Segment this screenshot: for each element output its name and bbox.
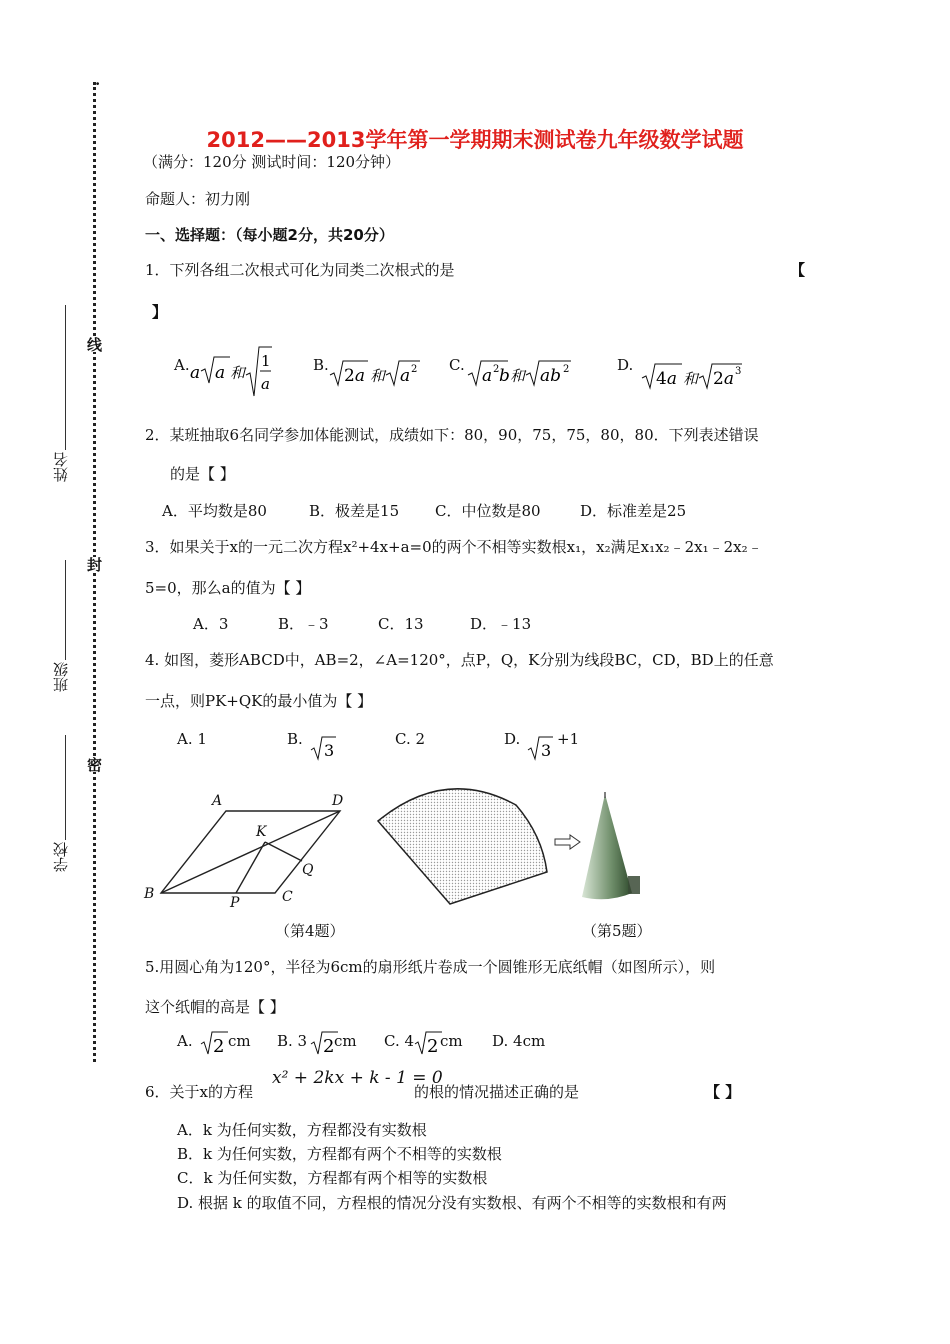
margin-dot: . [95,71,101,89]
q1-option-a-label: A. [174,356,190,374]
name-blank-line [65,305,66,450]
q4-option-d-root [527,734,557,762]
arrow-icon [555,835,580,849]
q2-option-a: A．平均数是80 [162,502,267,520]
svg-text:和: 和 [510,367,526,385]
q1-option-c-label: C. [449,356,465,374]
q6-stem-pre: 6．关于x的方程 [145,1083,254,1101]
svg-text:和: 和 [683,370,699,388]
svg-text:3: 3 [735,366,742,377]
cone-shape [582,794,632,899]
q5-option-c: C. 4 [384,1032,415,1050]
q1-option-a-and: 和 [230,364,246,382]
svg-text:a: a [190,363,201,383]
class-label: 班级 [52,662,70,692]
q1-option-d-expr [640,358,750,393]
q1-bracket-open: 【 [790,261,806,279]
exam-meta: （满分：120分 测试时间：120分钟） [143,153,401,171]
q1-stem: 1．下列各组二次根式可化为同类二次根式的是 [145,261,455,279]
q1-bracket-close: 】 [152,303,168,321]
svg-text:b: b [499,366,510,386]
q3-option-c: C．13 [378,615,424,633]
q2-option-c: C．中位数是80 [435,502,541,520]
q5-option-b-root-val: 2 [323,1036,335,1057]
svg-text:2: 2 [493,364,500,375]
svg-text:2: 2 [411,364,418,375]
q5-stem: 5.用圆心角为120°，半径为6cm的扇形纸片卷成一个圆锥形无底纸帽（如图所示），则 [145,958,716,976]
q5-option-b-unit: cm [334,1032,357,1050]
svg-text:a: a [400,366,411,386]
q6-stem-post: 的根的情况描述正确的是 [414,1083,580,1101]
school-blank-line [65,735,66,840]
fig4-label-d: D [332,793,344,809]
q4-option-d-root-val: 3 [541,741,552,760]
q6-option-d: D. 根据 k 的取值不同，方程根的情况分没有实数根、有两个不相等的实数根和有两 [177,1194,727,1212]
q4-option-d-tail: +1 [557,730,580,748]
q4-figure-caption: （第4题） [275,922,345,940]
q5-option-d: D. 4cm [492,1032,546,1050]
svg-text:ab: ab [540,366,562,386]
q1-option-b-label: B. [313,356,329,374]
q6-bracket: 【 】 [705,1083,741,1101]
q2-stem: 2．某班抽取6名同学参加体能测试，成绩如下：80，90，75，75，80，80．下列表述错误 [145,426,759,444]
svg-text:4a: 4a [656,369,677,389]
seal-char-line: 线 [85,337,103,352]
q3-option-d: D．﹣13 [470,615,532,633]
q5-option-a-unit: cm [228,1032,251,1050]
q5-figure-caption: （第5题） [582,922,652,940]
seal-char-mi: 密 [85,757,103,772]
q1-option-a-expr [190,345,290,400]
q5-option-a: A. [177,1032,193,1050]
class-blank-line [65,560,66,660]
svg-text:a: a [261,375,270,393]
q6-option-b: B．k 为任何实数，方程都有两个不相等的实数根 [177,1145,502,1163]
fig4-label-b: B [144,886,155,902]
q4-option-c: C. 2 [395,730,426,748]
svg-text:2a: 2a [344,366,365,386]
sector-shape [378,789,547,904]
q1-option-b-expr [328,355,428,390]
q5-option-c-root-val: 2 [427,1036,439,1057]
exam-author: 命题人：初力刚 [145,190,251,208]
q2-option-d: D．标准差是25 [580,502,687,520]
q1-option-d-label: D. [617,356,634,374]
q3-option-b: B．﹣3 [278,615,329,633]
exam-title: 2012——2013学年第一学期期末测试卷九年级数学试题 [206,128,744,152]
q4-option-a: A. 1 [177,730,207,748]
q5-option-c-unit: cm [440,1032,463,1050]
q4-option-b-root-val: 3 [324,741,335,760]
q5-sector-cone-figure [370,780,660,910]
fig4-label-p: P [230,895,240,911]
q3-option-a: A．3 [193,615,229,633]
q6-option-c: C．k 为任何实数，方程都有两个相等的实数根 [177,1169,488,1187]
q5-option-a-root-val: 2 [213,1036,225,1057]
svg-text:a: a [482,366,493,386]
q6-option-a: A．k 为任何实数，方程都没有实数根 [177,1121,427,1139]
q4-stem-cont: 一点，则PK+QK的最小值为【 】 [145,692,373,710]
q5-stem-cont: 这个纸帽的高是【 】 [145,998,285,1016]
svg-text:和: 和 [370,367,386,385]
q2-stem-cont: 的是【 】 [170,465,235,483]
svg-text:2a: 2a [713,369,734,389]
section-heading: 一、选择题：（每小题2分，共20分） [145,226,394,244]
seal-dotted-line [93,82,96,1062]
q5-option-b: B. 3 [277,1032,308,1050]
q4-option-d: D. [504,730,521,748]
q3-stem: 3．如果关于x的一元二次方程x²+4x+a=0的两个不相等实数根x₁，x₂满足x₁x₂﹣2x₁﹣2x₂﹣ [145,538,763,556]
name-label: 姓名 [52,452,70,482]
q4-rhombus-figure [140,790,360,915]
q4-option-b-root [310,734,340,762]
svg-text:a: a [215,363,226,383]
q2-option-b: B．极差是15 [309,502,400,520]
q4-stem: 4. 如图，菱形ABCD中，AB=2，∠A=120°，点P，Q，K分别为线段BC，CD，BD上的任意 [145,651,774,669]
school-label: 学校 [52,842,70,872]
fig4-label-c: C [282,889,293,905]
svg-text:1: 1 [261,352,271,370]
fig4-label-a: A [212,793,223,809]
q4-option-b: B. [287,730,303,748]
q1-option-c-expr [466,355,581,390]
fig4-label-k: K [256,824,267,840]
q5-option-a-root [200,1029,230,1057]
q6-equation: x² + 2kx + k - 1 = 0 [272,1068,443,1088]
svg-text:2: 2 [563,364,570,375]
seal-char-feng: 封 [85,557,103,572]
fig4-label-q: Q [302,862,314,878]
q3-stem-cont: 5=0，那么a的值为【 】 [145,579,311,597]
